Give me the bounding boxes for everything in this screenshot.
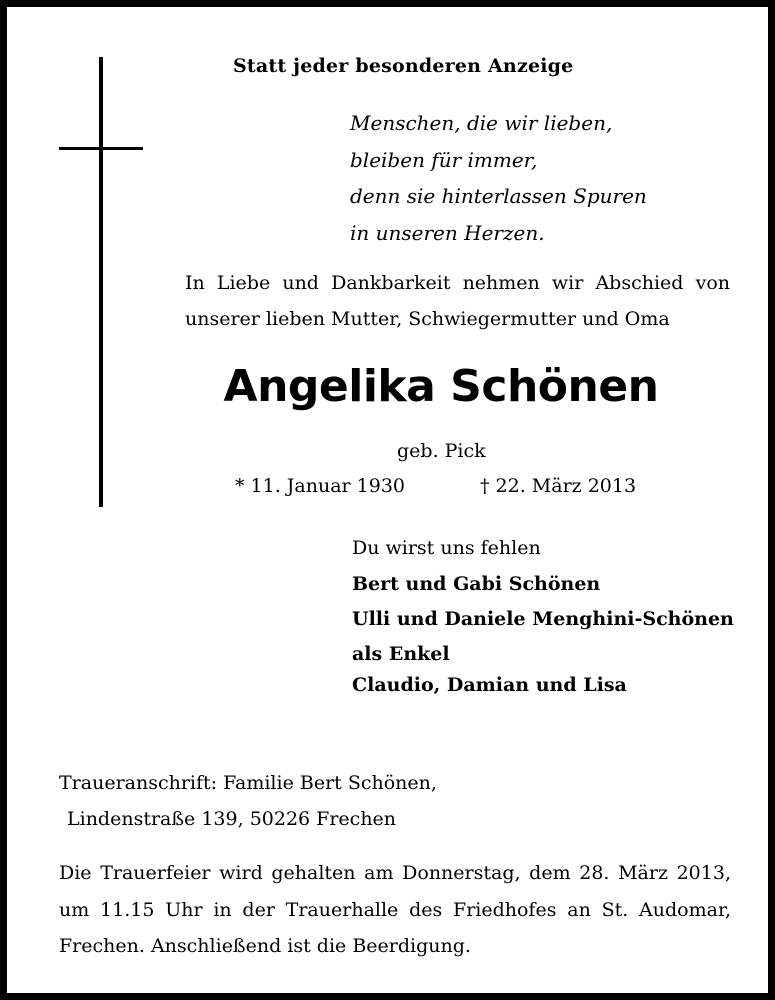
grandchildren-label: als Enkel <box>352 643 450 665</box>
death-date: † 22. März 2013 <box>480 475 637 497</box>
address-line: Lindenstraße 139, 50226 Frechen <box>67 808 397 830</box>
memorial-poem <box>350 105 647 251</box>
intro-line: In Liebe und Dankbarkeit nehmen wir Abschied von <box>185 272 730 294</box>
service-line: um 11.15 Uhr in der Trauerhalle des Friedhofes an St. Audomar, <box>59 898 731 921</box>
deceased-name: Angelika Schönen <box>223 361 659 412</box>
service-line: Frechen. Anschließend ist die Beerdigung. <box>59 935 471 957</box>
cross-horizontal-bar <box>59 147 143 150</box>
mourning-address <box>59 765 437 837</box>
notice-heading: Statt jeder besonderen Anzeige <box>233 55 574 77</box>
birth-date: * 11. Januar 1930 <box>235 475 406 497</box>
intro-line: unserer lieben Mutter, Schwiegermutter und Oma <box>185 308 670 330</box>
funeral-service-info <box>59 855 731 965</box>
poem-line: bleiben für immer, <box>350 147 538 172</box>
grandchildren-names: Claudio, Damian und Lisa <box>352 674 627 696</box>
cross-vertical-bar <box>99 57 103 507</box>
service-line: Die Trauerfeier wird gehalten am Donnerstag, dem 28. März 2013, <box>59 862 731 884</box>
mourner-names: Bert und Gabi Schönen <box>352 573 601 595</box>
address-line: Traueranschrift: Familie Bert Schönen, <box>59 772 437 794</box>
poem-line: denn sie hinterlassen Spuren <box>350 184 647 208</box>
farewell-intro <box>185 265 730 337</box>
mourners-list <box>352 537 734 696</box>
poem-line: in unseren Herzen. <box>350 220 545 245</box>
mourner-names: Ulli und Daniele Menghini-Schönen <box>352 608 734 630</box>
poem-line: Menschen, die wir lieben, <box>350 111 613 135</box>
closing-line: Du wirst uns fehlen <box>352 537 541 559</box>
maiden-name: geb. Pick <box>397 440 486 462</box>
